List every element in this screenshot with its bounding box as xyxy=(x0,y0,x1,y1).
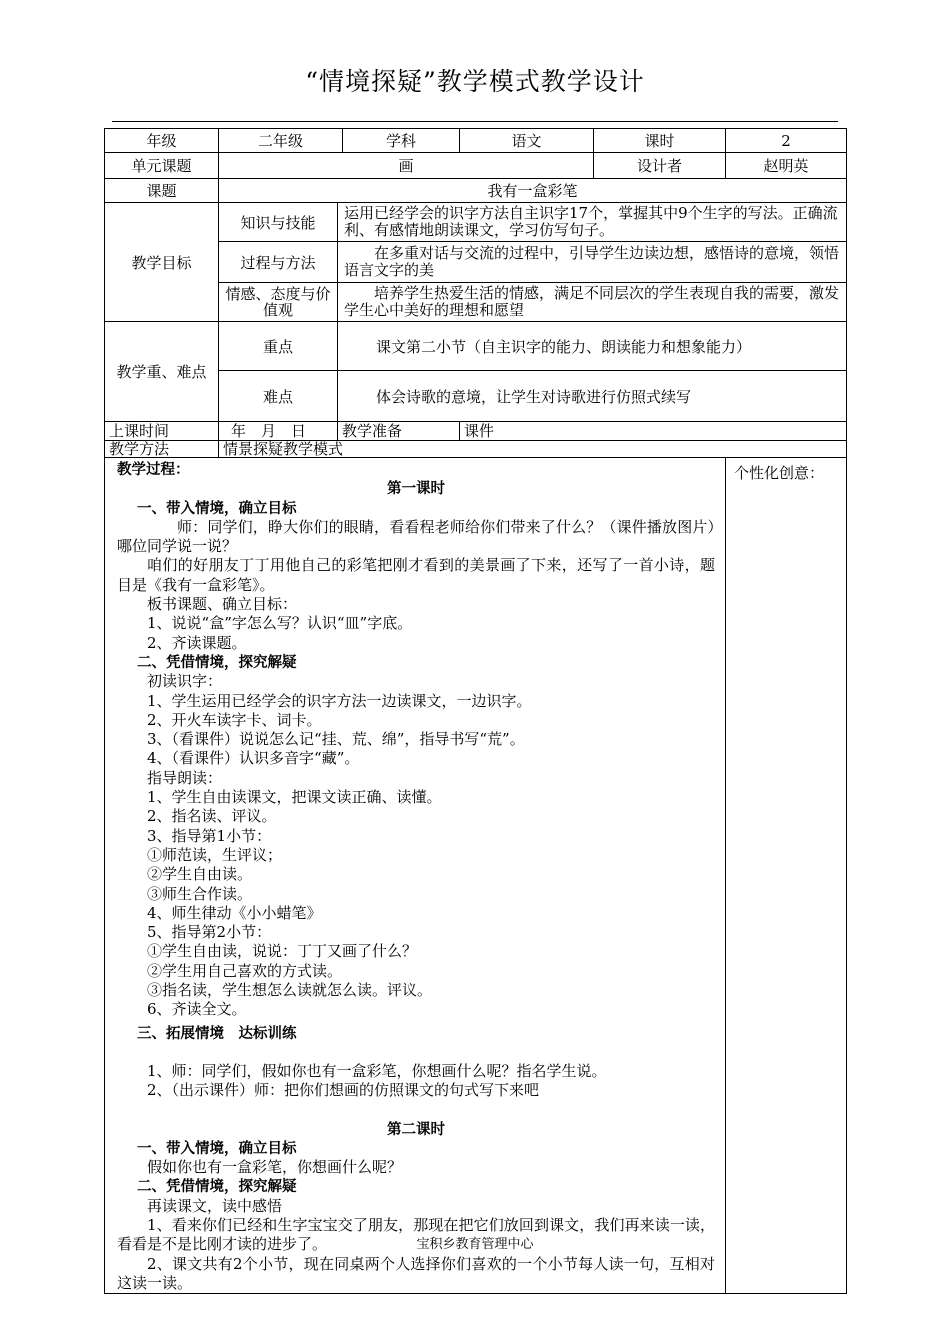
process-paragraph: 1、看来你们已经和生字宝宝交了朋友，那现在把它们放回到课文，我们再来读一读，看看是不是比刚才读的进步了。 xyxy=(117,1215,716,1254)
lesson-plan-table xyxy=(104,128,847,1294)
prep-label: 教学准备 xyxy=(338,422,460,441)
process-line: 2、指名读、评议。 xyxy=(147,807,277,826)
topic-value: 我有一盒彩笔 xyxy=(219,179,847,203)
process-line: 3、（看课件）说说怎么记“挂、荒、绵”，指导书写“荒”。 xyxy=(147,730,525,749)
process-label: 教学过程： xyxy=(117,461,190,478)
row-process xyxy=(105,458,847,1294)
designer-label: 设计者 xyxy=(594,153,726,179)
row-unit xyxy=(105,153,847,179)
process-cell xyxy=(105,458,726,1294)
designer-value: 赵明英 xyxy=(726,153,847,179)
creative-label: 个性化创意： xyxy=(734,464,825,482)
unit-label: 单元课题 xyxy=(105,153,219,179)
creative-cell xyxy=(726,458,847,1294)
process-line: 初读识字： xyxy=(147,672,223,691)
process-line: 板书课题、确立目标： xyxy=(147,595,298,614)
process-line: 1、说说“盒”字怎么写？认识“皿”字底。 xyxy=(147,614,413,633)
section-heading: 二、凭借情境，探究解疑 xyxy=(137,653,297,671)
goal1-text: 运用已经学会的识字方法自主识字17个，掌握其中9个生字的写法。正确流利、有感情地朗读课文，学习仿写句子。 xyxy=(338,203,847,242)
process-line: 1、学生自由读课文，把课文读正确、读懂。 xyxy=(147,788,442,807)
difficult-label: 难点 xyxy=(219,371,338,422)
goal3-text: 培养学生热爱生活的情感，满足不同层次的学生表现自我的需要，激发学生心中美好的理想和愿望 xyxy=(338,283,847,322)
process-line: 再读课文，读中感悟 xyxy=(147,1196,283,1215)
section-heading: 二、凭借情境，探究解疑 xyxy=(137,1178,297,1196)
goal1-label: 知识与技能 xyxy=(219,203,338,242)
topic-label: 课题 xyxy=(105,179,219,203)
process-line: 假如你也有一盒彩笔，你想画什么呢？ xyxy=(147,1158,403,1177)
process-line: 1、师：同学们，假如你也有一盒彩笔，你想画什么呢？指名学生说。 xyxy=(147,1061,607,1080)
unit-value: 画 xyxy=(219,153,594,179)
process-line: ①学生自由读，说说：丁丁又画了什么？ xyxy=(147,942,418,961)
spacer xyxy=(117,1043,715,1062)
process-line: 2、（出示课件）师：把你们想画的仿照课文的句式写下来吧 xyxy=(147,1081,540,1100)
title-rule xyxy=(112,121,838,122)
row-topic xyxy=(105,179,847,203)
process-line: 5、指导第2小节： xyxy=(147,923,272,942)
grade-label: 年级 xyxy=(105,129,219,153)
section-heading: 一、带入情境，确立目标 xyxy=(137,499,297,517)
time-label: 上课时间 xyxy=(105,422,219,441)
method-label: 教学方法 xyxy=(105,441,219,458)
subject-label: 学科 xyxy=(343,129,460,153)
process-line: ①师范读，生评议； xyxy=(147,845,283,864)
row-goal1 xyxy=(105,203,847,242)
process-line: ③指名读，学生想怎么读就怎么读。评议。 xyxy=(147,981,433,1000)
process-line: 6、齐读全文。 xyxy=(147,1000,247,1019)
process-line: 2、开火车读字卡、词卡。 xyxy=(147,710,322,729)
section-heading: 三、拓展情境 达标训练 xyxy=(137,1024,297,1042)
row-key xyxy=(105,322,847,371)
page-title: “情境探疑”教学模式教学设计 xyxy=(305,67,645,96)
row-grade xyxy=(105,129,847,153)
goal3-label: 情感、态度与价值观 xyxy=(219,283,338,322)
subject-value: 语文 xyxy=(460,129,594,153)
period-value: 2 xyxy=(726,129,847,153)
row-time xyxy=(105,422,847,441)
grade-value: 二年级 xyxy=(219,129,343,153)
process-line: 4、（看课件）认识多音字“藏”。 xyxy=(147,749,360,768)
spacer xyxy=(117,1101,715,1120)
process-line: 指导朗读： xyxy=(147,768,223,787)
key-text: 课文第二小节（自主识字的能力、朗读能力和想象能力） xyxy=(338,322,847,371)
goal2-label: 过程与方法 xyxy=(219,242,338,283)
process-line: ②学生自由读。 xyxy=(147,865,253,884)
keypoints-label: 教学重、难点 xyxy=(105,322,219,422)
period-label: 课时 xyxy=(594,129,726,153)
lesson2-heading: 第二课时 xyxy=(387,1120,446,1138)
key-label: 重点 xyxy=(219,322,338,371)
method-value: 情景探疑教学模式 xyxy=(219,441,847,458)
process-paragraph: 师：同学们，睁大你们的眼睛，看看程老师给你们带来了什么？（课件播放图片）哪位同学说一说？ xyxy=(117,517,716,556)
lesson1-heading: 第一课时 xyxy=(387,480,446,498)
process-line: ③师生合作读。 xyxy=(147,884,253,903)
process-line: 2、齐读课题。 xyxy=(147,633,247,652)
process-line: 1、学生运用已经学会的识字方法一边读课文，一边识字。 xyxy=(147,691,532,710)
process-paragraph: 2、课文共有2个小节，现在同桌两个人选择你们喜欢的一个小节每人读一句，互相对这读一读。 xyxy=(117,1254,716,1292)
row-method xyxy=(105,441,847,458)
goals-label: 教学目标 xyxy=(105,203,219,322)
prep-value: 课件 xyxy=(460,422,847,441)
process-line: 4、师生律动《小小蜡笔》 xyxy=(147,903,322,922)
process-line: 3、指导第1小节： xyxy=(147,826,272,845)
process-line: ②学生用自己喜欢的方式读。 xyxy=(147,961,343,980)
footer-text: 宝积乡教育管理中心 xyxy=(416,1237,534,1252)
goal2-text: 在多重对话与交流的过程中，引导学生边读边想，感悟诗的意境，领悟语言文字的美 xyxy=(338,242,847,283)
time-value: 年 月 日 xyxy=(219,422,338,441)
section-heading: 一、带入情境，确立目标 xyxy=(137,1139,297,1157)
process-paragraph: 咱们的好朋友丁丁用他自己的彩笔把刚才看到的美景画了下来，还写了一首小诗，题目是《我有一盒彩笔》。 xyxy=(117,556,716,594)
difficult-text: 体会诗歌的意境，让学生对诗歌进行仿照式续写 xyxy=(338,371,847,422)
